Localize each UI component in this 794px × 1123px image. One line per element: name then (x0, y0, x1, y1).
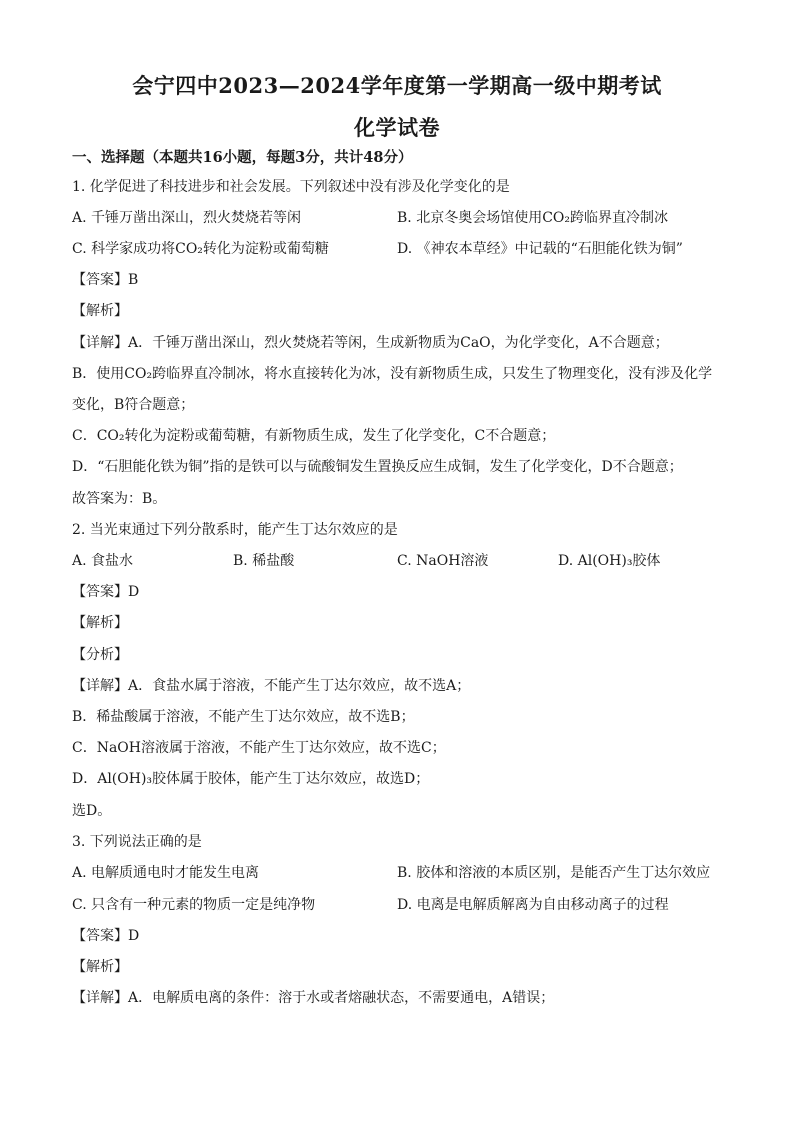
q1-option-b: B. 北京冬奥会场馆使用CO₂跨临界直冷制冰 (397, 210, 668, 226)
q2-analysis: 【解析】 (72, 615, 128, 631)
q1-detail-a: 【详解】A．千锤万凿出深山，烈火焚烧若等闲，生成新物质为CaO，为化学变化，A不合题意； (72, 335, 669, 351)
q2-answer: 【答案】D (72, 584, 140, 600)
q2-detail-a: 【详解】A．食盐水属于溶液，不能产生丁达尔效应，故不选A； (72, 678, 471, 694)
q1-detail-b-cont: 变化，B符合题意； (72, 397, 195, 413)
q2-option-c: C. NaOH溶液 (397, 553, 489, 569)
q2-fenxi: 【分析】 (72, 647, 128, 663)
q3-answer: 【答案】D (72, 928, 140, 944)
q1-detail-d: D．“石胆能化铁为铜”指的是铁可以与硫酸铜发生置换反应生成铜，发生了化学变化，D不合题意； (72, 459, 683, 475)
q3-detail-a: 【详解】A．电解质电离的条件：溶于水或者熔融状态，不需要通电，A错误； (72, 990, 555, 1006)
section-heading: 一、选择题（本题共16小题，每题3分，共计48分） (72, 149, 413, 166)
q2-conclusion: 选D。 (72, 803, 112, 819)
q1-detail-b: B．使用CO₂跨临界直冷制冰，将水直接转化为冰，没有新物质生成，只发生了物理变化，没有涉及化学 (72, 366, 713, 382)
q1-stem: 1. 化学促进了科技进步和社会发展。下列叙述中没有涉及化学变化的是 (72, 179, 510, 195)
q2-detail-b: B．稀盐酸属于溶液，不能产生丁达尔效应，故不选B； (72, 709, 415, 725)
q2-option-b: B. 稀盐酸 (233, 553, 295, 569)
q2-detail-c: C．NaOH溶液属于溶液，不能产生丁达尔效应，故不选C； (72, 740, 446, 756)
q3-analysis: 【解析】 (72, 959, 128, 975)
q3-option-a: A. 电解质通电时才能发生电离 (72, 865, 260, 881)
q3-stem: 3. 下列说法正确的是 (72, 834, 202, 850)
q1-option-a: A. 千锤万凿出深山，烈火焚烧若等闲 (72, 210, 302, 226)
q1-conclusion: 故答案为：B。 (72, 491, 167, 507)
exam-title: 会宁四中2023—2024学年度第一学期高一级中期考试 (132, 73, 662, 98)
q3-option-d: D. 电离是电解质解离为自由移动离子的过程 (397, 897, 669, 913)
q3-option-b: B. 胶体和溶液的本质区别，是能否产生丁达尔效应 (397, 865, 711, 881)
q1-option-c: C. 科学家成功将CO₂转化为淀粉或葡萄糖 (72, 241, 329, 257)
exam-subtitle: 化学试卷 (354, 115, 440, 140)
q1-detail-c: C．CO₂转化为淀粉或葡萄糖，有新物质生成，发生了化学变化，C不合题意； (72, 428, 556, 444)
q1-option-d: D. 《神农本草经》中记载的“石胆能化铁为铜” (397, 241, 683, 257)
q1-analysis: 【解析】 (72, 303, 128, 319)
q2-stem: 2. 当光束通过下列分散系时，能产生丁达尔效应的是 (72, 522, 398, 538)
q2-option-d: D. Al(OH)₃胶体 (558, 553, 661, 569)
q3-option-c: C. 只含有一种元素的物质一定是纯净物 (72, 897, 316, 913)
q1-answer: 【答案】B (72, 272, 139, 288)
q2-detail-d: D．Al(OH)₃胶体属于胶体，能产生丁达尔效应，故选D； (72, 771, 430, 787)
q2-option-a: A. 食盐水 (72, 553, 134, 569)
